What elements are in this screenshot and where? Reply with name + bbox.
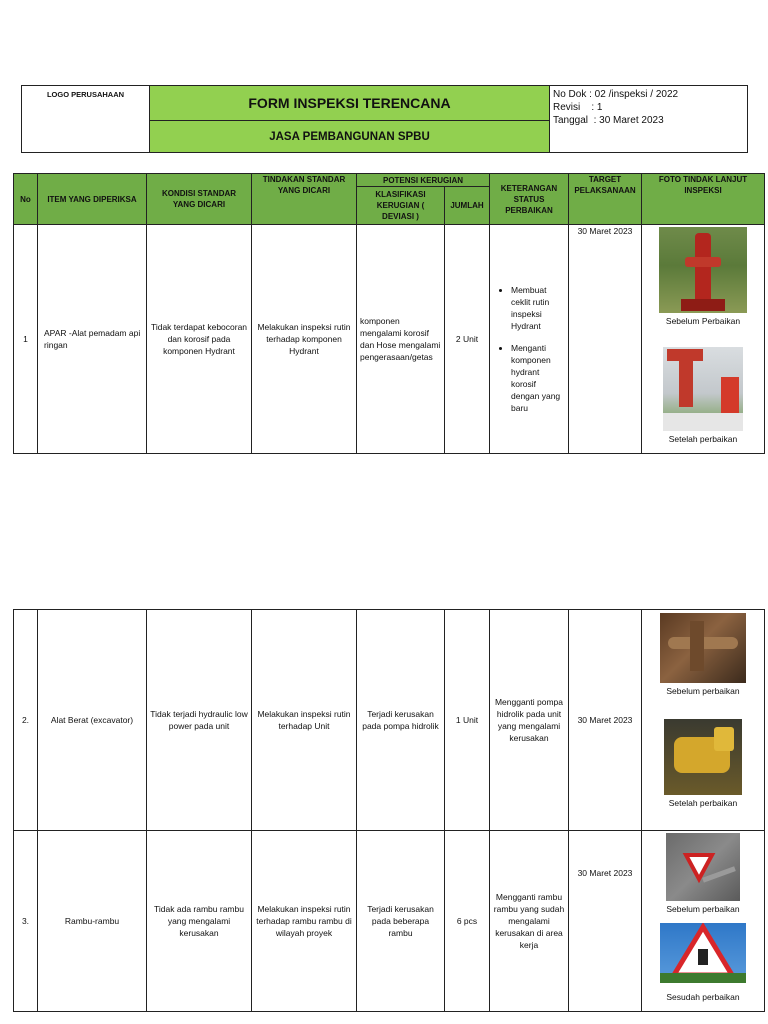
row-foto (642, 225, 765, 454)
col-item: ITEM YANG DIPERIKSA (38, 174, 147, 225)
row-keterangan: Mengganti pompa hidrolik pada unit yang mengalami kerusakan (490, 610, 569, 831)
row-no: 1 (14, 225, 38, 454)
photo-caption-before: Sebelum perbaikan (666, 686, 740, 696)
table-row (14, 831, 765, 1012)
row-kondisi: Tidak terjadi hydraulic low power pada unit (147, 610, 252, 831)
photo-caption-after: Setelah perbaikan (668, 434, 738, 444)
keterangan-item: • Membuat ceklit rutin inspeksi Hydrant (511, 284, 565, 332)
row-foto (642, 831, 765, 1012)
photo-caption-after: Sesudah perbaikan (666, 992, 740, 1002)
company-logo-placeholder (22, 86, 150, 152)
pump-before-photo (660, 613, 746, 683)
form-subtitle (150, 121, 550, 152)
row-jumlah: 2 Unit (445, 225, 490, 454)
row-tindakan: Melakukan inspeksi rutin terhadap komponen Hydrant (252, 225, 357, 454)
inspection-table-2 (13, 609, 765, 1012)
hydrant-after-photo (663, 347, 743, 431)
col-kondisi: KONDISI STANDAR YANG DICARI (147, 174, 252, 225)
row-no: 3. (14, 831, 38, 1012)
row-tindakan: Melakukan inspeksi rutin terhadap Unit (252, 610, 357, 831)
row-target: 30 Maret 2023 (569, 225, 642, 454)
table-row (14, 610, 765, 831)
row-keterangan (490, 225, 569, 454)
col-tindakan: TINDAKAN STANDAR YANG DICARI (252, 174, 357, 225)
col-potensi: POTENSI KERUGIAN (357, 174, 490, 187)
row-jumlah: 6 pcs (445, 831, 490, 1012)
col-target: TARGET PELAKSANAAN (569, 174, 642, 225)
row-klasifikasi: komponen mengalami korosif dan Hose mengalami pengerasaan/getas (357, 225, 445, 454)
sign-after-photo (660, 923, 746, 983)
row-keterangan: Mengganti rambu rambu yang sudah mengalami kerusakan di area kerja (490, 831, 569, 1012)
form-title-text: FORM INSPEKSI TERENCANA (248, 95, 451, 111)
row-foto (642, 610, 765, 831)
photo-caption-after: Setelah perbaikan (668, 798, 738, 808)
pump-after-photo (664, 719, 742, 795)
inspection-table-1 (13, 173, 765, 454)
document-info (550, 86, 747, 152)
row-item: Alat Berat (excavator) (38, 610, 147, 831)
doc-date: Tanggal : 30 Maret 2023 (553, 115, 664, 126)
col-keterangan: KETERANGAN STATUS PERBAIKAN (490, 174, 569, 225)
col-foto: FOTO TINDAK LANJUT INSPEKSI (642, 174, 765, 225)
doc-revision: Revisi : 1 (553, 102, 603, 113)
row-target: 30 Maret 2023 (569, 610, 642, 831)
doc-number: No Dok : 02 /inspeksi / 2022 (553, 89, 679, 100)
form-header (21, 85, 748, 153)
col-no: No (14, 174, 38, 225)
logo-label: LOGO PERUSAHAAN (46, 90, 125, 99)
col-jumlah: JUMLAH (445, 187, 490, 225)
photo-caption-before: Sebelum Perbaikan (665, 316, 741, 326)
row-klasifikasi: Terjadi kerusakan pada pompa hidrolik (357, 610, 445, 831)
row-item: Rambu-rambu (38, 831, 147, 1012)
row-kondisi: Tidak terdapat kebocoran dan korosif pada komponen Hydrant (147, 225, 252, 454)
hydrant-before-photo (659, 227, 747, 313)
photo-caption-before: Sebelum perbaikan (666, 904, 740, 914)
row-tindakan: Melakukan inspeksi rutin terhadap rambu rambu di wilayah proyek (252, 831, 357, 1012)
col-klasifikasi: KLASIFIKASI KERUGIAN ( DEVIASI ) (357, 187, 445, 225)
row-no: 2. (14, 610, 38, 831)
row-kondisi: Tidak ada rambu rambu yang mengalami kerusakan (147, 831, 252, 1012)
table-row (14, 225, 765, 454)
keterangan-item: • Menganti komponen hydrant korosif dengan yang baru (511, 342, 565, 414)
row-klasifikasi: Terjadi kerusakan pada beberapa rambu (357, 831, 445, 1012)
row-item: APAR -Alat pemadam api ringan (38, 225, 147, 454)
sign-before-photo (666, 833, 740, 901)
row-target: 30 Maret 2023 (569, 831, 642, 1012)
form-subtitle-text: JASA PEMBANGUNAN SPBU (269, 130, 430, 143)
form-title (150, 86, 550, 121)
row-jumlah: 1 Unit (445, 610, 490, 831)
